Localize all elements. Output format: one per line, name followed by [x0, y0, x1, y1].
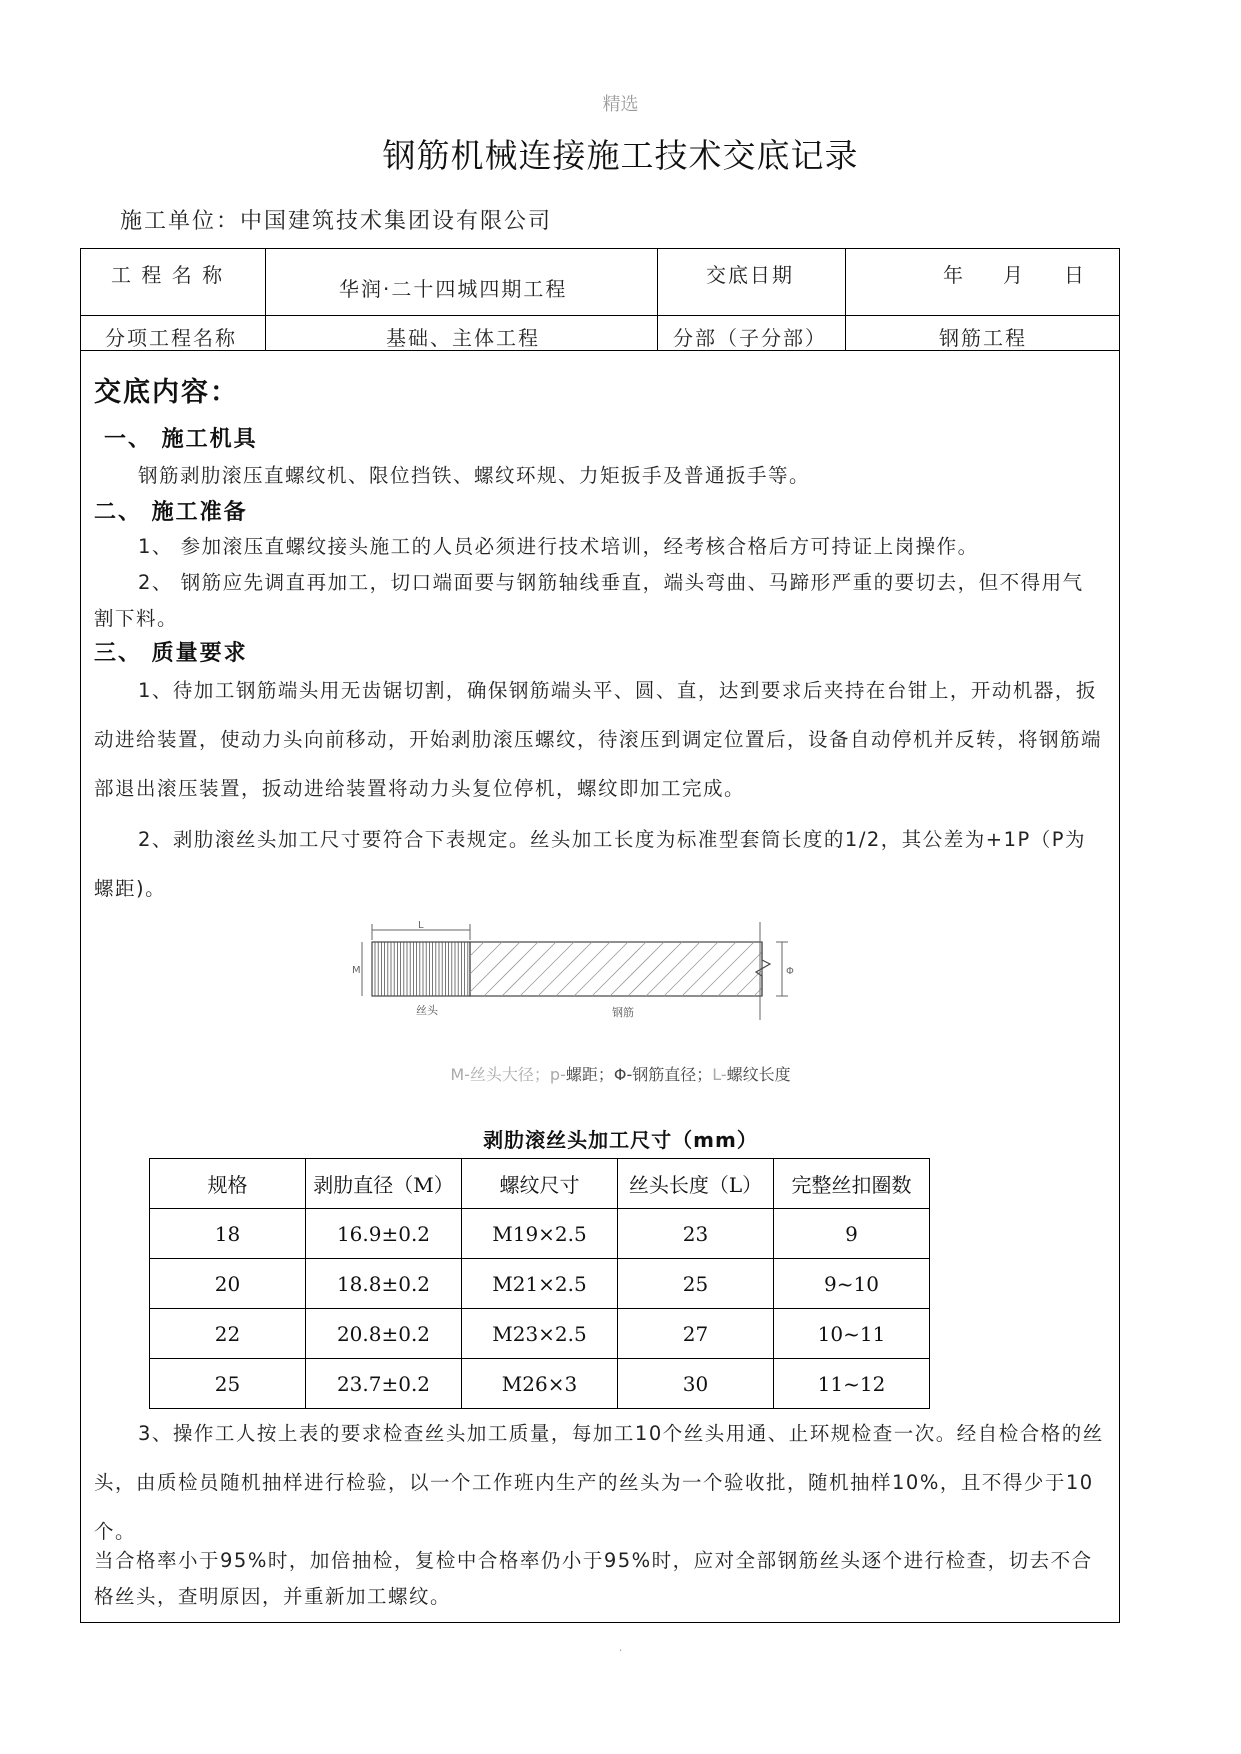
col-divider-1 [265, 249, 266, 350]
spec-table-title: 剥肋滚丝头加工尺寸（mm） [483, 1128, 758, 1152]
header-divider [81, 315, 1119, 316]
hatch-line [592, 942, 646, 996]
spec-table [149, 1158, 930, 1409]
quality-item-3-block [94, 1409, 1104, 1556]
content-heading: 交底内容： [94, 377, 239, 408]
table-row [150, 1309, 930, 1359]
quality-item-1: 1、待加工钢筋端头用无齿锯切割，确保钢筋端头平、圆、直，达到要求后夹持在台钳上，开动机器，扳动进给装置，使动力头向前移动，开始剥肋滚压螺纹，待滚压到调定位置后，设备自动停机并反转，将钢筋端部退出滚压装置，扳动进给装置将动力头复位停机，螺纹即加工完成。 [94, 679, 1103, 800]
thread-lines [375, 942, 468, 996]
quality-item-3: 3、操作工人按上表的要求检查丝头加工质量，每加工10个丝头用通、止环规检查一次。经自检合格的丝头，由质检员随机抽样进行检验，以一个工作班内生产的丝头为一个验收批，随机抽样10%，且不得少于10个。 [94, 1422, 1104, 1543]
hatch-line [556, 942, 610, 996]
hatch-line [502, 942, 556, 996]
table-cell: M21×2.5 [462, 1259, 618, 1309]
thread-diagram [350, 920, 850, 1030]
sub-project-label: 分项工程名称 [105, 326, 237, 350]
hatch-line [520, 942, 574, 996]
table-cell: 23.7±0.2 [306, 1359, 462, 1409]
date-month: 月 [1003, 263, 1025, 287]
break-symbol [756, 942, 770, 996]
hatch-line [574, 942, 628, 996]
section-2-text [94, 529, 1104, 637]
hatch-line [628, 942, 682, 996]
project-name-value: 华润·二十四城四期工程 [339, 277, 568, 301]
hatch-line [754, 988, 762, 996]
hatch-line [470, 942, 502, 974]
rebar-body [470, 942, 762, 996]
sub-project-value: 基础、主体工程 [386, 326, 540, 350]
project-name-label: 工 程 名 称 [111, 263, 225, 287]
date-year: 年 [943, 263, 965, 287]
table-cell: 25 [150, 1359, 306, 1409]
table-cell: M19×2.5 [462, 1209, 618, 1259]
table-row [150, 1209, 930, 1259]
hatch-line [700, 942, 754, 996]
tools-list: 钢筋剥肋滚压直螺纹机、限位挡铁、螺纹环规、力矩扳手及普通扳手等。 [138, 464, 811, 487]
table-cell: 25 [618, 1259, 774, 1309]
caption-p: p- [549, 1065, 566, 1084]
division-label: 分部（子分部） [673, 326, 827, 350]
rebar-hatch [470, 942, 762, 996]
table-cell: 9 [774, 1209, 930, 1259]
table-header-cell: 剥肋直径（M） [306, 1159, 462, 1209]
table-cell: 20.8±0.2 [306, 1309, 462, 1359]
table-header-row [150, 1159, 930, 1209]
rebar-label: 钢筋 [612, 1006, 634, 1019]
table-header-cell: 螺纹尺寸 [462, 1159, 618, 1209]
table-row [150, 1359, 930, 1409]
watermark: 精选 [602, 94, 639, 115]
table-cell: 20 [150, 1259, 306, 1309]
section-3-title: 三、 质量要求 [94, 641, 248, 666]
quality-item-4: 当合格率小于95%时，加倍抽检，复检中合格率仍小于95%时，应对全部钢筋丝头逐个进行检查，切去不合格丝头，查明原因，并重新加工螺纹。 [94, 1549, 1093, 1608]
table-cell: 22 [150, 1309, 306, 1359]
table-row [150, 1259, 930, 1309]
diagram-caption [0, 1062, 1241, 1085]
hatch-line [484, 942, 538, 996]
disclosure-date-label: 交底日期 [706, 263, 794, 287]
rebar-diameter-label: Φ [786, 966, 794, 977]
division-value: 钢筋工程 [939, 326, 1027, 350]
quality-item-2-block [94, 815, 1104, 913]
footer-dot: . [618, 1640, 623, 1654]
table-cell: 11~12 [774, 1359, 930, 1409]
table-header-cell: 规格 [150, 1159, 306, 1209]
table-header-cell: 完整丝扣圈数 [774, 1159, 930, 1209]
section-2-title: 二、 施工准备 [94, 500, 248, 525]
quality-item-4-block [94, 1543, 1104, 1615]
table-cell: 16.9±0.2 [306, 1209, 462, 1259]
major-diameter-label: M [352, 965, 361, 976]
table-cell: 18 [150, 1209, 306, 1259]
table-cell: 18.8±0.2 [306, 1259, 462, 1309]
table-cell: M23×2.5 [462, 1309, 618, 1359]
caption-l: L- [712, 1065, 727, 1084]
caption-end: 螺纹长度 [726, 1065, 791, 1084]
hatch-line [664, 942, 718, 996]
hatch-line [646, 942, 700, 996]
construction-unit: 施工单位：中国建筑技术集团设有限公司 [120, 209, 553, 234]
prep-item-1: 1、 参加滚压直螺纹接头施工的人员必须进行技术培训，经考核合格后方可持证上岗操作。 [138, 535, 979, 558]
caption-m: M-丝头大径； [450, 1065, 550, 1084]
caption-mid: 螺距；Φ-钢筋直径； [565, 1065, 713, 1084]
hatch-line [718, 952, 762, 996]
section-1-title: 一、 施工机具 [104, 427, 258, 452]
date-day: 日 [1064, 263, 1086, 287]
col-divider-3 [845, 249, 846, 350]
table-cell: M26×3 [462, 1359, 618, 1409]
hatch-line [470, 942, 484, 956]
length-label: L [418, 920, 424, 931]
hatch-line [682, 942, 736, 996]
hatch-line [538, 942, 592, 996]
page-title: 钢筋机械连接施工技术交底记录 [382, 136, 859, 175]
table-header-cell: 丝头长度（L） [618, 1159, 774, 1209]
quality-item-2: 2、剥肋滚丝头加工尺寸要符合下表规定。丝头加工长度为标准型套筒长度的1/2，其公差为+1P（P为螺距)。 [94, 828, 1087, 900]
hatch-line [610, 942, 664, 996]
table-cell: 30 [618, 1359, 774, 1409]
thread-label: 丝头 [416, 1004, 438, 1017]
table-cell: 23 [618, 1209, 774, 1259]
prep-item-2: 2、 钢筋应先调直再加工，切口端面要与钢筋轴线垂直，端头弯曲、马蹄形严重的要切去，但不得用气割下料。 [94, 571, 1084, 630]
table-cell: 27 [618, 1309, 774, 1359]
col-divider-2 [657, 249, 658, 350]
table-cell: 9~10 [774, 1259, 930, 1309]
quality-item-1-block [94, 666, 1104, 813]
table-cell: 10~11 [774, 1309, 930, 1359]
section-1-text [94, 458, 1104, 494]
